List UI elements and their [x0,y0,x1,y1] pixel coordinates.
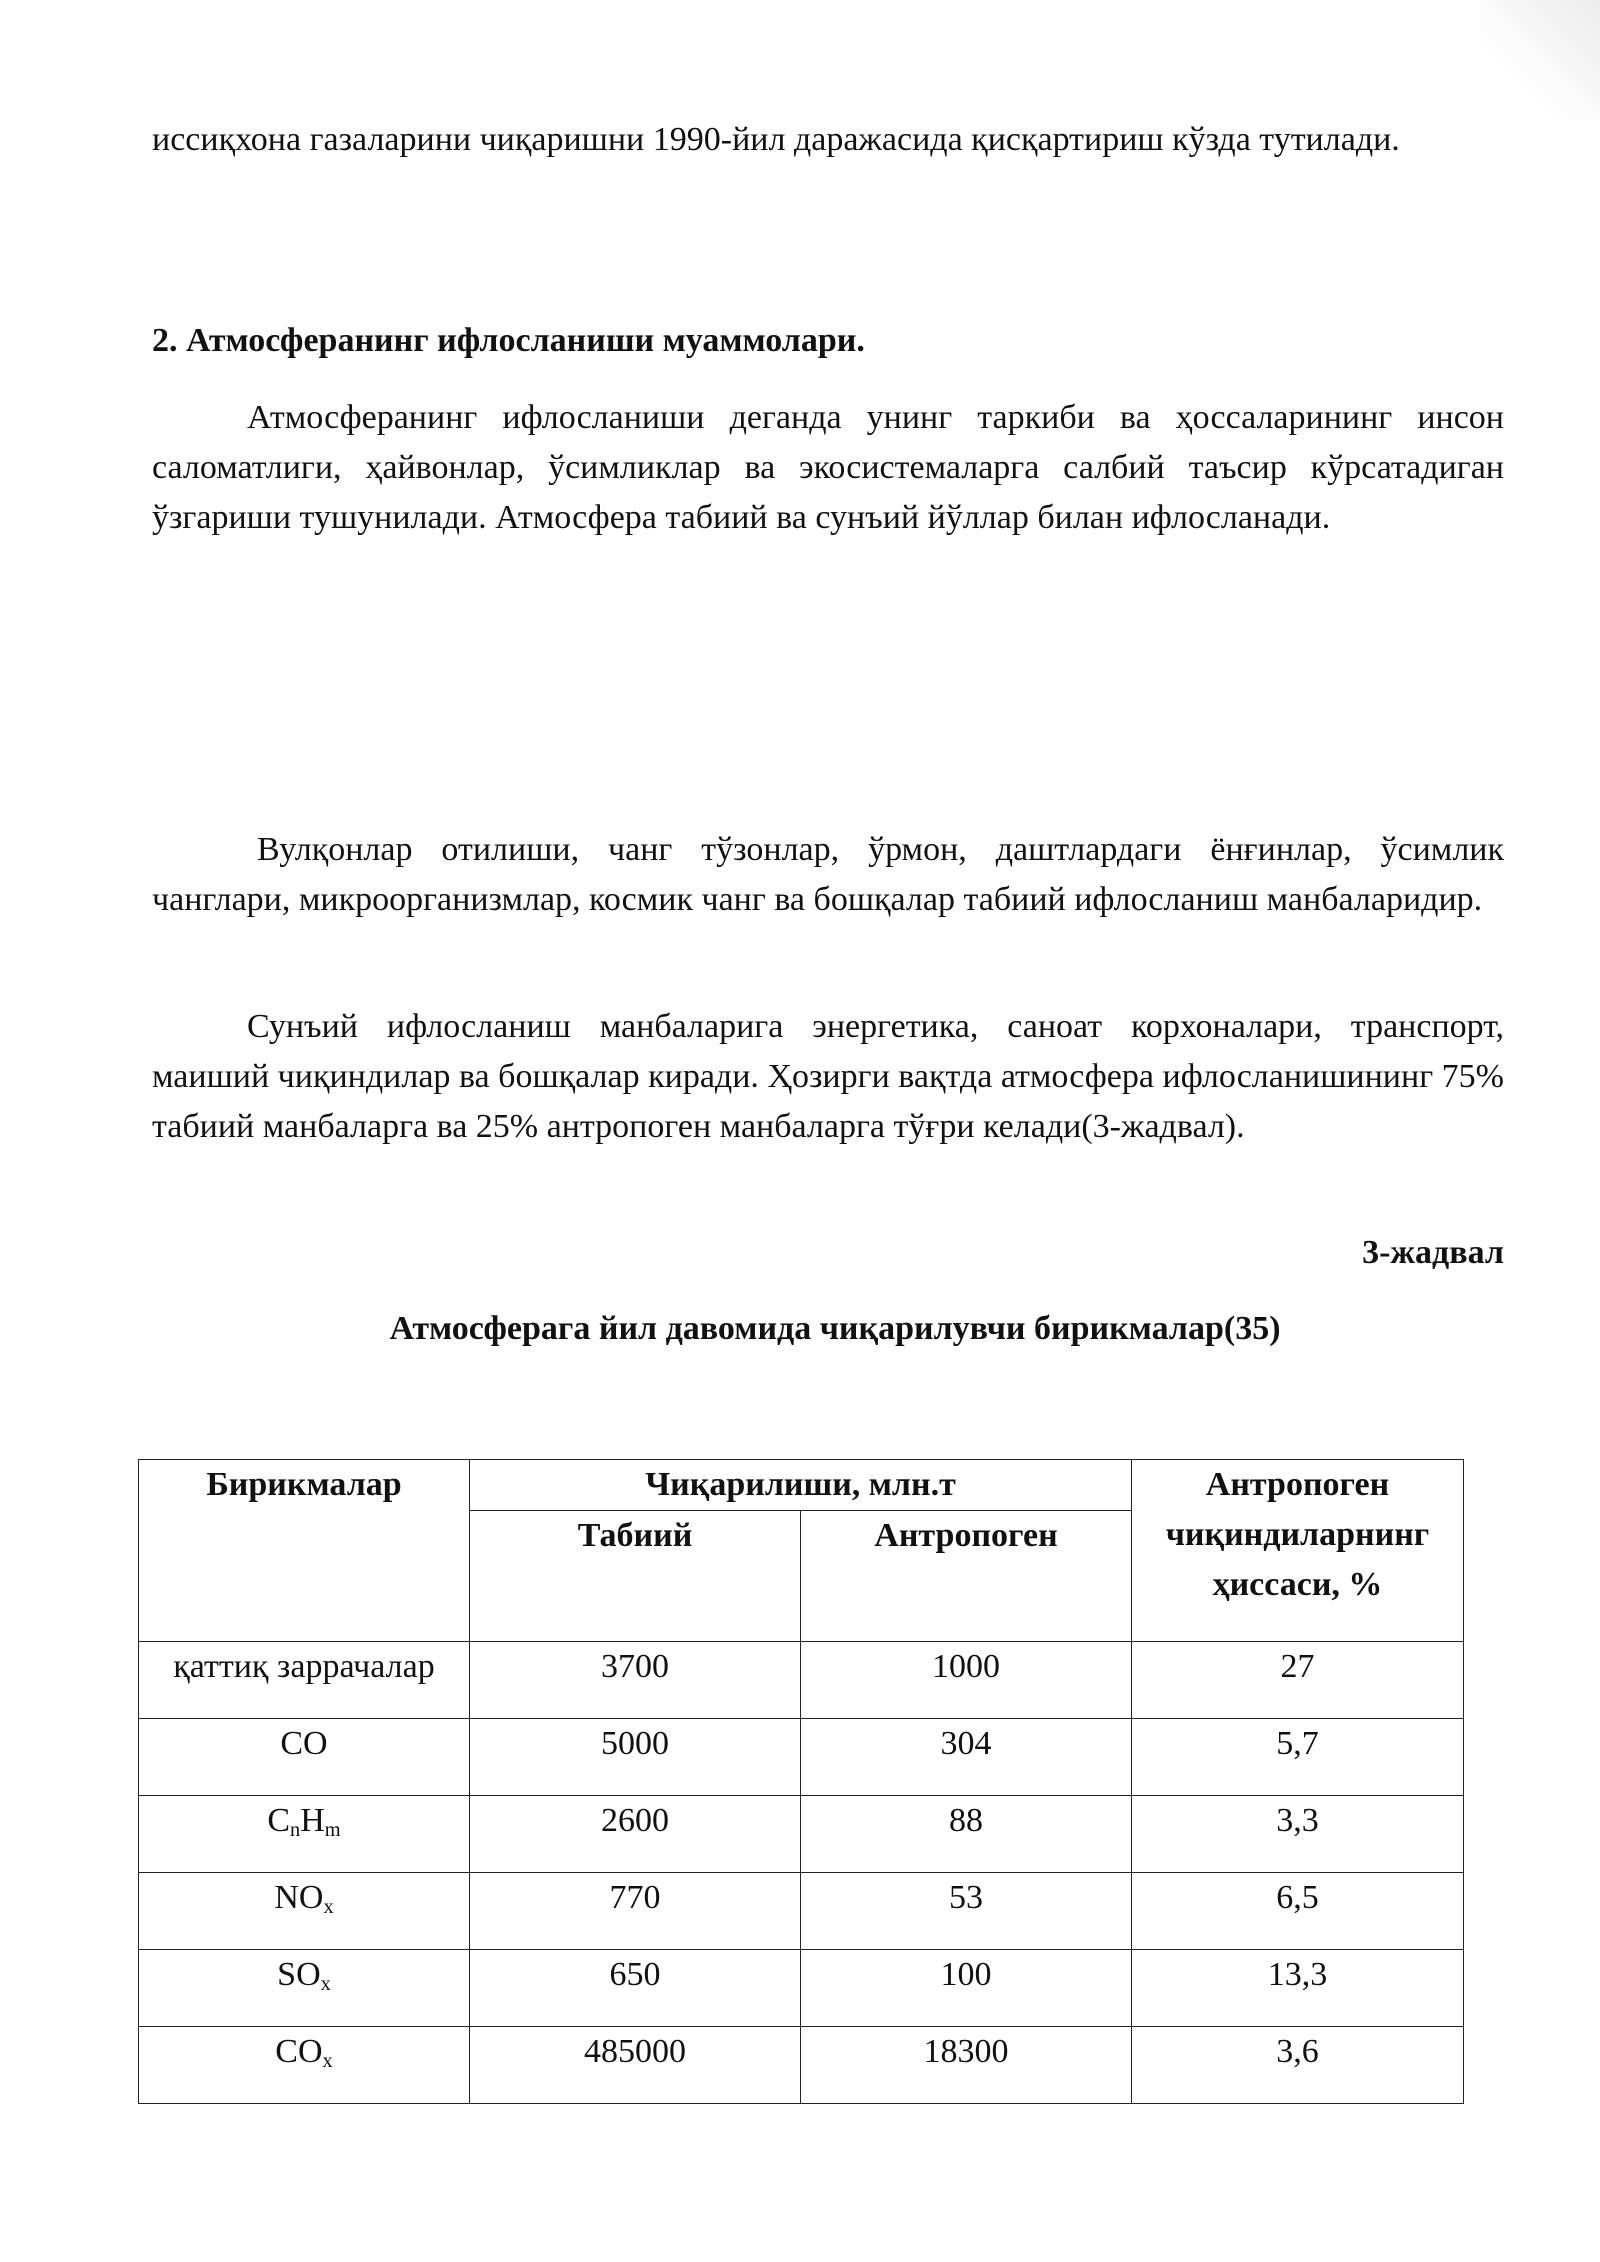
compound-name: $CO_x$ [139,2027,470,2104]
natural-value: 5000 [470,1719,801,1796]
compound-name: қаттиқ заррачалар [139,1642,470,1719]
natural-value: 770 [470,1873,801,1950]
compound-name: $SO_x$ [139,1950,470,2027]
table-title: Атмосферага йил давомида чиқарилувчи бирикмалар(35) [389,1310,1281,1347]
natural-value: 485000 [470,2027,801,2104]
table-row [139,1950,1464,2027]
paragraph-1: иссиқхона газаларини чиқаришни 1990-йил даражасида қисқартириш кўзда тутилади. [152,121,1400,158]
share-value: 5,7 [1132,1719,1464,1796]
anthropogenic-value: 53 [801,1873,1132,1950]
emissions-table [138,1459,1464,2104]
table-row [139,1719,1464,1796]
header-anthropogenic-share: Антропоген чиқиндиларнинг ҳиссаси, % [1132,1460,1464,1642]
share-value: 27 [1132,1642,1464,1719]
header-anthropogenic: Антропоген [801,1511,1132,1642]
natural-value: 650 [470,1950,801,2027]
paragraph-2: Атмосферанинг ифлосланиши деганда унинг таркиби ва ҳоссаларининг инсон саломатлиги, ҳайвонлар, ўсимликлар ва экосистемаларга салбий таъсир кўрсатадиган ўзгариши тушунилади. Атмосфера табиий ва сунъий йўллар билан ифлосланади. [152,399,1504,536]
table-label: 3-жадвал [1362,1234,1504,1271]
anthropogenic-value: 18300 [801,2027,1132,2104]
compound-name: $NO_x$ [139,1873,470,1950]
share-value: 3,6 [1132,2027,1464,2104]
share-value: 13,3 [1132,1950,1464,2027]
natural-value: 2600 [470,1796,801,1873]
anthropogenic-value: 1000 [801,1642,1132,1719]
section-heading: 2. Атмосферанинг ифлосланиши муаммолари. [152,322,865,359]
paragraph-3: Вулқонлар отилиши, чанг тўзонлар, ўрмон, даштлардаги ёнғинлар, ўсимлик чанглари, микроорганизмлар, космик чанг ва бошқалар табиий ифлосланиш манбаларидир. [152,831,1504,918]
header-compounds: Бирикмалар [139,1460,470,1642]
anthropogenic-value: 100 [801,1950,1132,2027]
paragraph-4: Сунъий ифлосланиш манбаларига энергетика, саноат корхоналари, транспорт, маиший чиқиндилар ва бошқалар киради. Ҳозирги вақтда атмосфера ифлосланишининг 75% табиий манбаларга ва 25% антропоген манбаларга тўғри келади(3-жадвал). [152,1008,1504,1145]
compound-name: CO [139,1719,470,1796]
anthropogenic-value: 88 [801,1796,1132,1873]
header-natural: Табиий [470,1511,801,1642]
table-row [139,1873,1464,1950]
compound-name: $C_nH_m$ [139,1796,470,1873]
page-corner-shading [1480,0,1600,120]
anthropogenic-value: 304 [801,1719,1132,1796]
table-row [139,1796,1464,1873]
natural-value: 3700 [470,1642,801,1719]
share-value: 6,5 [1132,1873,1464,1950]
share-value: 3,3 [1132,1796,1464,1873]
header-emission: Чиқарилиши, млн.т [470,1460,1132,1511]
table-row [139,2027,1464,2104]
table-row [139,1642,1464,1719]
